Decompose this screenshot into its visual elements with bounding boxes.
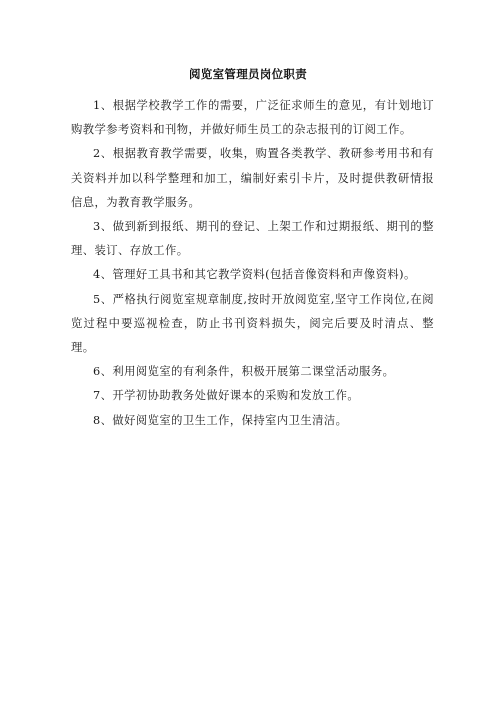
paragraph-4: 4、管理好工具书和其它教学资料(包括音像资料和声像资料)。 <box>93 268 416 282</box>
paragraph-6: 6、利用阅览室的有利条件，积极开展第二课堂活动服务。 <box>93 365 395 379</box>
paragraph-7: 7、开学初协助教务处做好课本的采购和发放工作。 <box>93 389 360 403</box>
paragraph-2: 2、根据教育教学需要，收集，购置各类教学、教研参考用书和有关资料并加以科学整理和加工，编制好索引卡片，及时提供教研情报信息，为教育教学服务。 <box>71 147 434 209</box>
paragraph-1: 1、根据学校教学工作的需要，广泛征求师生的意见，有计划地订购教学参考资料和刊物，并做好师生员工的杂志报刊的订阅工作。 <box>71 99 434 137</box>
document-body <box>71 94 434 433</box>
paragraph-5: 5、严格执行阅览室规章制度,按时开放阅览室,坚守工作岗位,在阅览过程中要巡视检查，防止书刊资料损失，阅完后要及时清点、整理。 <box>71 292 434 355</box>
paragraph-3: 3、做到新到报纸、期刊的登记、上架工作和过期报纸、期刊的整理、装订、存放工作。 <box>71 220 434 258</box>
paragraph-8: 8、做好阅览室的卫生工作，保持室内卫生清洁。 <box>93 413 348 427</box>
document-title: 阅览室管理员岗位职责 <box>189 67 307 81</box>
